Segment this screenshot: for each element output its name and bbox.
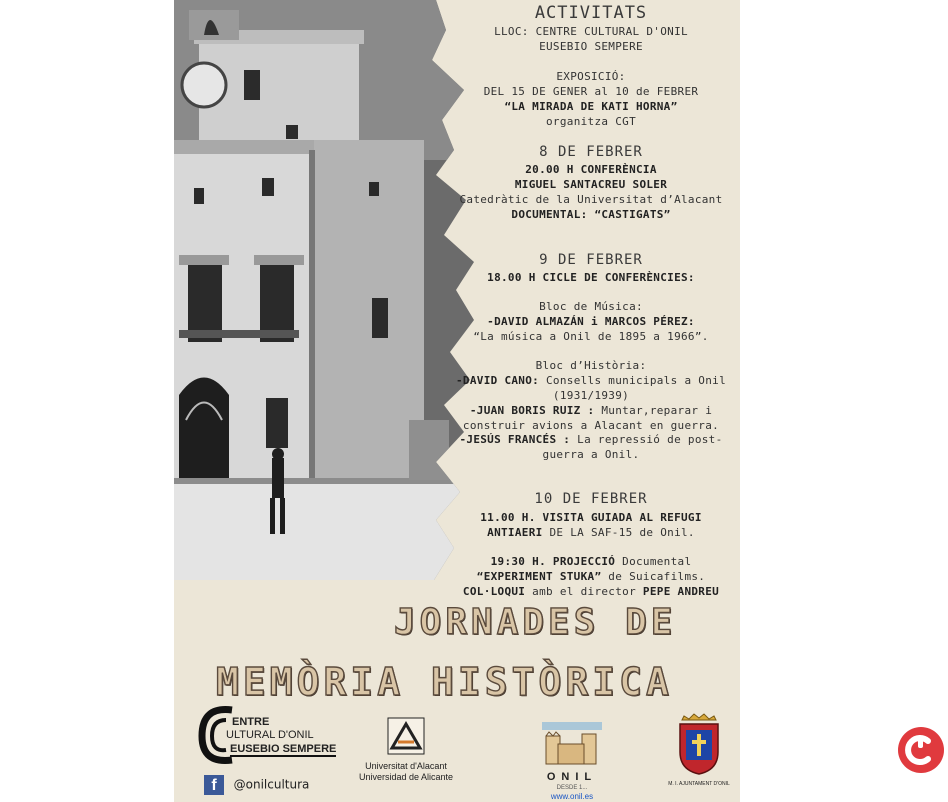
exposicio-dates: DEL 15 DE GENER al 10 de FEBRER: [483, 85, 699, 98]
onil-text: ONIL: [546, 771, 598, 783]
frances-talk: La repressió de post-: [570, 433, 723, 446]
cano-years: (1931/1939): [552, 389, 630, 402]
memoria-title: MEMÒRIA HISTÒRICA: [216, 660, 673, 704]
coloqui-mid: amb el director: [525, 585, 643, 598]
activitats-heading: ACTIVITATS: [534, 3, 648, 23]
facebook-link[interactable]: [204, 774, 309, 794]
coloqui-line: [444, 584, 738, 599]
ua-line2: Universidad de Alicante: [358, 772, 454, 782]
ua-emblem: [386, 716, 426, 756]
coloqui-label: COL·LOQUI: [462, 585, 526, 598]
music-speakers: -DAVID ALMAZÁN i MARCOS PÉREZ:: [487, 315, 695, 328]
music-talk: “La música a Onil de 1895 a 1966”.: [473, 330, 709, 343]
coloqui-director: PEPE ANDREU: [642, 585, 720, 598]
site-logo-icon: [898, 727, 944, 773]
projection-producer: de Suicafilms.: [601, 570, 706, 583]
centre-cultural-logo: [196, 704, 337, 768]
visit-antiaeri: ANTIAERI: [487, 526, 543, 539]
day8-documentary: DOCUMENTAL: “CASTIGATS”: [511, 208, 671, 221]
facebook-handle: @onilcultura: [233, 777, 310, 792]
cano-talk: Consells municipals a Onil: [539, 374, 726, 387]
boris-entry: [444, 403, 738, 418]
exposicio-org: organitza CGT: [546, 115, 636, 128]
facebook-icon: f: [204, 775, 224, 795]
day10-visit-line2: [444, 525, 738, 540]
day9-date: 9 DE FEBRER: [539, 252, 643, 268]
onil-castle-icon: [542, 722, 602, 766]
exposicio-label: EXPOSICIÓ:: [556, 70, 626, 83]
lloc-line2: EUSEBIO SEMPERE: [539, 40, 643, 53]
boris-talk: Muntar,reparar i: [594, 404, 713, 417]
day9-cycle: 18.00 H CICLE DE CONFERÈNCIES:: [487, 271, 695, 284]
centre-line3: EUSEBIO SEMPERE: [230, 743, 337, 755]
history-block-label: Bloc d’Història:: [535, 359, 647, 372]
frances-name: -JESÚS FRANCÉS :: [459, 433, 571, 446]
coat-of-arms-icon: [672, 710, 726, 776]
centre-line1: ENTRE: [232, 716, 270, 728]
cano-name: -DAVID CANO:: [456, 374, 540, 387]
site-logo-badge[interactable]: [898, 727, 944, 773]
projection-time: 19:30 H. PROJECCIÓ: [490, 555, 616, 568]
day8-time: 20.00 H CONFERÈNCIA: [525, 163, 657, 176]
ajuntament-logo: [666, 710, 732, 788]
day8-role: Catedràtic de la Universitat d’Alacant: [459, 193, 723, 206]
cano-entry: [444, 373, 738, 388]
centre-line2: ULTURAL D'ONIL: [226, 729, 314, 741]
ua-logo: [358, 716, 454, 783]
projection-doc: Documental: [615, 555, 692, 568]
boris-name: -JUAN BORIS RUIZ :: [469, 404, 595, 417]
event-poster: [174, 0, 740, 802]
historic-building-photo: [174, 0, 474, 580]
ajuntament-text: M. I. AJUNTAMENT D'ONIL: [668, 781, 730, 787]
lloc-line1: LLOC: CENTRE CULTURAL D'ONIL: [494, 25, 688, 38]
projection-title: “EXPERIMENT STUKA”: [476, 570, 602, 583]
day10-visit: 11.00 H. VISITA GUIADA AL REFUGI: [480, 511, 702, 524]
frances-entry: [444, 432, 738, 447]
ua-line1: Universitat d'Alacant: [365, 761, 447, 771]
frances-talk-line2: guerra a Onil.: [542, 448, 640, 461]
day8-date: 8 DE FEBRER: [539, 144, 643, 160]
onil-sub: DESDE 1...: [556, 785, 588, 791]
music-block-label: Bloc de Música:: [539, 300, 643, 313]
projection-line: [444, 554, 738, 569]
visit-saf: DE LA SAF-15 de Onil.: [542, 526, 695, 539]
projection-title-line: [444, 569, 738, 584]
jornades-title: JORNADES DE: [394, 602, 677, 643]
onil-logo: [536, 722, 608, 802]
exposicio-title: “LA MIRADA DE KATI HORNA”: [504, 100, 678, 113]
onil-url[interactable]: www.onil.es: [550, 792, 594, 801]
day10-date: 10 DE FEBRER: [534, 491, 648, 507]
boris-talk-line2: construir avions a Alacant en guerra.: [462, 419, 720, 432]
day8-speaker: MIGUEL SANTACREU SOLER: [514, 178, 668, 191]
